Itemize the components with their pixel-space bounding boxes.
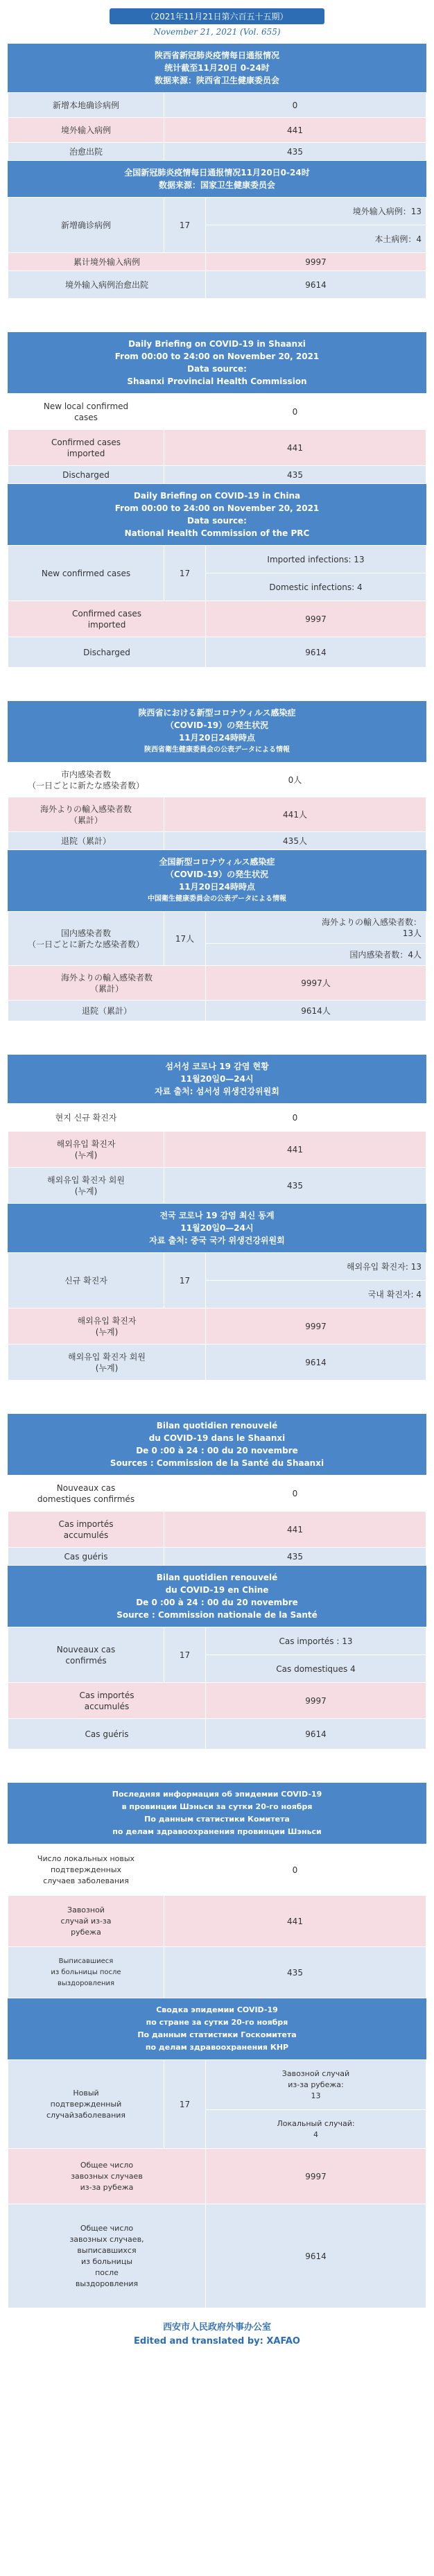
row-value: 9614 bbox=[206, 1719, 426, 1749]
title-line: 陕西省における新型コロナウィルス感染症 bbox=[138, 708, 296, 718]
row-value: 9614人 bbox=[206, 1001, 426, 1021]
row-label: 해외유입 확진자 (누계) bbox=[8, 1308, 206, 1345]
row-imported: 해외유입 확진자: 13 bbox=[206, 1253, 426, 1281]
row-value: 441 bbox=[164, 430, 426, 466]
title-line: Shaanxi Provincial Health Commission bbox=[127, 377, 307, 386]
title-line: 全国新冠肺炎疫情每日通报情况11月20日0-24时 bbox=[124, 168, 310, 178]
row-value: 435 bbox=[164, 466, 426, 484]
table-row bbox=[8, 1345, 426, 1381]
issue-date: November 21, 2021 (Vol. 655) bbox=[153, 27, 281, 37]
ko-national-table bbox=[8, 1252, 426, 1381]
title-line: De 0 :00 à 24 : 00 du 20 novembre bbox=[136, 1446, 298, 1455]
row-label: New local confirmed cases bbox=[8, 394, 164, 430]
row-label: 해외유입 확진자 회원 (누계) bbox=[8, 1345, 206, 1381]
table-row bbox=[8, 1104, 426, 1132]
row-value: 9614 bbox=[206, 1345, 426, 1381]
table-row bbox=[8, 118, 426, 143]
title-line: （COVID-19）の発生状況 bbox=[165, 720, 269, 730]
table-row bbox=[8, 797, 426, 832]
title-line: Сводка эпидемии COVID-19 bbox=[156, 2005, 278, 2014]
title-line: Data source: bbox=[187, 516, 247, 526]
title-line: Bilan quotidien renouvelé bbox=[156, 1421, 278, 1430]
en-local-table bbox=[8, 393, 426, 484]
row-value: 9997 bbox=[206, 253, 426, 271]
table-row bbox=[8, 198, 426, 225]
ko-local-table bbox=[8, 1103, 426, 1204]
row-label: Confirmed cases imported bbox=[8, 430, 164, 466]
ja-local-table bbox=[8, 762, 426, 850]
row-label: 海外よりの輸入感染者数 （累計） bbox=[8, 966, 206, 1001]
title-line: 陕西省衛生健康委員会の公表データによる情報 bbox=[144, 746, 290, 754]
row-value: 0人 bbox=[164, 763, 426, 797]
row-value: 9614 bbox=[206, 271, 426, 299]
row-value: 435 bbox=[164, 1548, 426, 1566]
row-value: 441 bbox=[164, 1132, 426, 1168]
row-total: 17 bbox=[164, 198, 206, 253]
fr-national-table bbox=[8, 1627, 426, 1749]
table-row bbox=[8, 1947, 426, 1998]
row-label: Выписавшиеся из больницы после выздоровления bbox=[8, 1947, 164, 1998]
row-label: 해외유입 확진자 (누계) bbox=[8, 1132, 164, 1168]
row-domestic: Cas domestiques 4 bbox=[206, 1655, 426, 1683]
row-label: Nouveaux cas domestiques confirmés bbox=[8, 1476, 164, 1512]
zh-section bbox=[8, 44, 426, 299]
en-national-title bbox=[8, 484, 426, 545]
title-line: 자료 출처: 중국 국가 위생건강위원회 bbox=[149, 1236, 285, 1245]
fr-section bbox=[8, 1414, 426, 1749]
row-domestic: Domestic infections: 4 bbox=[206, 573, 426, 601]
row-label: 新增确诊病例 bbox=[8, 198, 164, 253]
title-line: De 0 :00 à 24 : 00 du 20 novembre bbox=[136, 1598, 298, 1607]
table-row bbox=[8, 1001, 426, 1021]
table-row bbox=[8, 637, 426, 668]
title-line: 자료 출처: 섬서성 위생건강위원회 bbox=[155, 1087, 279, 1096]
row-label: 해외유입 확진자 회원 (누계) bbox=[8, 1168, 164, 1204]
row-value: 0 bbox=[164, 93, 426, 118]
zh-local-title bbox=[8, 44, 426, 92]
row-total: 17 bbox=[164, 2060, 206, 2149]
row-label: Nouveaux cas confirmés bbox=[8, 1627, 164, 1683]
row-label: Число локальных новых подтвержденных случаев заболевания bbox=[8, 1844, 164, 1896]
title-line: From 00:00 to 24:00 on November 20, 2021 bbox=[114, 503, 320, 513]
row-label: 境外输入病例 bbox=[8, 118, 164, 143]
ru-local-title bbox=[8, 1783, 426, 1844]
title-line: From 00:00 to 24:00 on November 20, 2021 bbox=[114, 352, 320, 361]
row-value: 0 bbox=[164, 394, 426, 430]
ru-national-table bbox=[8, 2059, 426, 2308]
title-line: по стране за сутки 20-го ноября bbox=[146, 2018, 288, 2027]
row-value: 0 bbox=[164, 1104, 426, 1132]
row-value: 9997 bbox=[206, 1683, 426, 1719]
row-label: Confirmed cases imported bbox=[8, 601, 206, 637]
row-value: 435 bbox=[164, 1947, 426, 1998]
title-line: 11月20日24時時点 bbox=[178, 882, 256, 892]
title-line: 11月20日24時時点 bbox=[178, 733, 256, 743]
table-row bbox=[8, 1844, 426, 1896]
row-label: Cas guéris bbox=[8, 1719, 206, 1749]
ko-local-title bbox=[8, 1055, 426, 1103]
row-imported: 境外输入病例：13 bbox=[206, 198, 426, 225]
row-value: 435人 bbox=[164, 832, 426, 850]
row-value: 435 bbox=[164, 143, 426, 161]
table-row bbox=[8, 966, 426, 1001]
table-row bbox=[8, 1683, 426, 1719]
footer-office: 西安市人民政府外事办公室 bbox=[162, 2322, 271, 2333]
ru-section bbox=[8, 1783, 426, 2308]
ja-national-title bbox=[8, 850, 426, 911]
table-row bbox=[8, 1476, 426, 1512]
table-row bbox=[8, 1512, 426, 1548]
row-value: 9997 bbox=[206, 1308, 426, 1345]
row-domestic: 국내 확진자: 4 bbox=[206, 1281, 426, 1308]
ru-national-title bbox=[8, 1998, 426, 2059]
row-label: Discharged bbox=[8, 637, 206, 668]
row-label: Cas guéris bbox=[8, 1548, 164, 1566]
table-row bbox=[8, 1548, 426, 1566]
fr-local-table bbox=[8, 1475, 426, 1566]
title-line: National Health Commission of the PRC bbox=[124, 528, 310, 538]
ja-national-table bbox=[8, 911, 426, 1021]
row-label: 신규 확진자 bbox=[8, 1253, 164, 1308]
table-row bbox=[8, 601, 426, 637]
row-label: Общее число завозных случаев, выписавшихся из больницы после выздоровления bbox=[8, 2204, 206, 2308]
ja-local-title bbox=[8, 701, 426, 762]
row-value: 0 bbox=[164, 1844, 426, 1896]
row-total: 17 bbox=[164, 1627, 206, 1683]
title-line: Data source: bbox=[187, 364, 247, 374]
title-line: Daily Briefing on COVID-19 in China bbox=[133, 491, 301, 501]
title-line: Sources : Commission de la Santé du Shaanxi bbox=[110, 1458, 324, 1468]
title-line: По данным статистики Комитета bbox=[144, 1815, 290, 1824]
table-row bbox=[8, 466, 426, 484]
en-section bbox=[8, 332, 426, 668]
ko-section bbox=[8, 1055, 426, 1381]
row-value: 441 bbox=[164, 118, 426, 143]
row-value: 435 bbox=[164, 1168, 426, 1204]
row-domestic: 国内感染者数：4人 bbox=[206, 944, 426, 966]
row-label: Завозной случай из-за рубежа bbox=[8, 1896, 164, 1947]
en-national-table bbox=[8, 545, 426, 668]
row-label: Общее число завозных случаев из-за рубежа bbox=[8, 2149, 206, 2204]
row-label: 国内感染者数 （一日ごとに新たな感染者数） bbox=[8, 912, 164, 966]
title-line: по делам здравоохранения КНР bbox=[145, 2043, 289, 2052]
row-label: 境外输入病例治愈出院 bbox=[8, 271, 206, 299]
table-row bbox=[8, 1308, 426, 1345]
title-line: 11월20일0—24시 bbox=[180, 1223, 254, 1233]
row-value: 0 bbox=[164, 1476, 426, 1512]
en-local-title bbox=[8, 332, 426, 393]
footer bbox=[0, 2321, 434, 2349]
row-label: 현지 신규 확진자 bbox=[8, 1104, 164, 1132]
fr-national-title bbox=[8, 1566, 426, 1627]
row-label: Discharged bbox=[8, 466, 164, 484]
table-row bbox=[8, 1132, 426, 1168]
title-line: 전국 코로나 19 감염 최신 동계 bbox=[159, 1211, 275, 1220]
table-row bbox=[8, 1168, 426, 1204]
zh-national-title bbox=[8, 161, 426, 197]
row-label: 市内感染者数 （一日ごとに新たな感染者数） bbox=[8, 763, 164, 797]
row-label: Cas importés accumulés bbox=[8, 1512, 164, 1548]
row-label: 治愈出院 bbox=[8, 143, 164, 161]
table-row bbox=[8, 93, 426, 118]
row-value: 9614 bbox=[206, 637, 426, 668]
table-row bbox=[8, 394, 426, 430]
title-line: Последняя информация об эпидемии COVID-19 bbox=[112, 1790, 322, 1799]
row-label: Новый подтвержденный случайзаболевания bbox=[8, 2060, 164, 2149]
title-line: 全国新型コロナウィルス感染症 bbox=[159, 857, 275, 867]
ko-national-title bbox=[8, 1204, 426, 1252]
ja-section bbox=[8, 701, 426, 1021]
table-row bbox=[8, 143, 426, 161]
title-line: Source : Commission nationale de la Santé bbox=[116, 1610, 318, 1620]
table-row bbox=[8, 1719, 426, 1749]
table-row bbox=[8, 546, 426, 573]
title-line: Daily Briefing on COVID-19 in Shaanxi bbox=[128, 339, 306, 349]
row-value: 9997人 bbox=[206, 966, 426, 1001]
table-row bbox=[8, 2060, 426, 2110]
title-line: 11월20일0—24시 bbox=[180, 1074, 254, 1084]
title-line: 섬서성 코로나 19 감염 현황 bbox=[165, 1062, 269, 1071]
table-row bbox=[8, 1253, 426, 1281]
row-label: 退院（累計） bbox=[8, 832, 164, 850]
row-total: 17 bbox=[164, 546, 206, 601]
fr-local-title bbox=[8, 1414, 426, 1475]
row-value: 441 bbox=[164, 1896, 426, 1947]
title-line: 统计截至11月20日 0-24时 bbox=[164, 63, 270, 73]
row-label: New confirmed cases bbox=[8, 546, 164, 601]
title-line: （COVID-19）の発生状況 bbox=[165, 870, 269, 879]
title-line: в провинции Шэньси за сутки 20-го ноября bbox=[121, 1802, 313, 1811]
table-row bbox=[8, 271, 426, 299]
row-total: 17人 bbox=[164, 912, 206, 966]
row-value: 9997 bbox=[206, 601, 426, 637]
zh-national-table bbox=[8, 197, 426, 299]
title-line: 数据来源：陕西省卫生健康委员会 bbox=[154, 76, 279, 85]
title-line: Bilan quotidien renouvelé bbox=[156, 1573, 278, 1582]
title-line: du COVID-19 dans le Shaanxi bbox=[148, 1433, 286, 1443]
table-row bbox=[8, 1627, 426, 1655]
row-domestic: 本土病例：4 bbox=[206, 225, 426, 253]
row-label: 退院（累計） bbox=[8, 1001, 206, 1021]
table-row bbox=[8, 430, 426, 466]
ru-local-table bbox=[8, 1844, 426, 1998]
table-row bbox=[8, 1896, 426, 1947]
table-row bbox=[8, 253, 426, 271]
issue-banner: （2021年11月21日第六百五十五期） bbox=[110, 8, 324, 24]
title-line: по делам здравоохранения провинции Шэньси bbox=[112, 1827, 322, 1836]
table-row bbox=[8, 2149, 426, 2204]
zh-local-table bbox=[8, 92, 426, 161]
row-label: 累计境外输入病例 bbox=[8, 253, 206, 271]
row-total: 17 bbox=[164, 1253, 206, 1308]
row-imported: Завозной случай из-за рубежа: 13 bbox=[206, 2060, 426, 2110]
row-label: 海外よりの輸入感染者数 （累計） bbox=[8, 797, 164, 832]
row-label: 新增本地确诊病例 bbox=[8, 93, 164, 118]
table-row bbox=[8, 912, 426, 944]
row-value: 441 bbox=[164, 1512, 426, 1548]
title-line: du COVID-19 en Chine bbox=[165, 1585, 269, 1595]
row-domestic: Локальный случай: 4 bbox=[206, 2110, 426, 2149]
row-value: 9997 bbox=[206, 2149, 426, 2204]
footer-credit: Edited and translated by: XAFAO bbox=[134, 2336, 300, 2346]
row-label: Cas importés accumulés bbox=[8, 1683, 206, 1719]
title-line: 数据来源：国家卫生健康委员会 bbox=[158, 180, 275, 190]
title-line: 中国衛生健康委員会の公表データによる情報 bbox=[148, 895, 286, 903]
title-line: По данным статистики Госкомитета bbox=[137, 2030, 297, 2039]
table-row bbox=[8, 832, 426, 850]
row-imported: Cas importés : 13 bbox=[206, 1627, 426, 1655]
row-value: 9614 bbox=[206, 2204, 426, 2308]
row-imported: 海外よりの輸入感染者数： 13人 bbox=[206, 912, 426, 944]
title-line: 陕西省新冠肺炎疫情每日通报情况 bbox=[154, 51, 279, 60]
row-imported: Imported infections: 13 bbox=[206, 546, 426, 573]
table-row bbox=[8, 763, 426, 797]
table-row bbox=[8, 2204, 426, 2308]
row-value: 441人 bbox=[164, 797, 426, 832]
